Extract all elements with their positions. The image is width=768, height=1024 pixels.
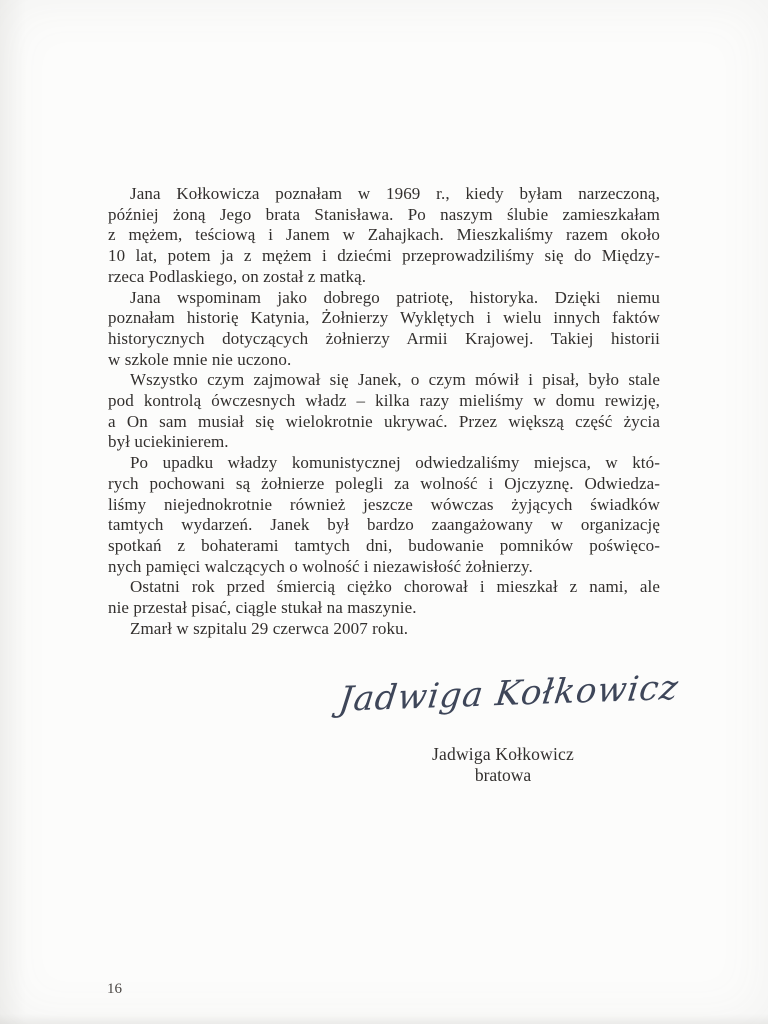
paragraph-2: [108, 288, 660, 371]
paragraph-3: [108, 370, 660, 453]
text-line: z mężem, teściową i Janem w Zahajkach. Mieszkaliśmy razem około: [108, 225, 660, 245]
text-line: a On sam musiał się wielokrotnie ukrywać. Przez większą część życia: [108, 411, 660, 431]
paragraph-4: [108, 453, 660, 577]
text-line: pod kontrolą ówczesnych władz – kilka razy mieliśmy w domu rewizję,: [108, 391, 660, 411]
text-line: liśmy niejednokrotnie również jeszcze wówczas żyjących świadków: [108, 494, 660, 514]
text-line: rzeca Podlaskiego, on został z matką.: [108, 266, 367, 286]
text-line: Jana wspominam jako dobrego patriotę, historyka. Dzięki niemu: [130, 287, 660, 307]
page-number: 16: [107, 981, 122, 997]
paragraph-5: [108, 577, 660, 618]
text-line: był uciekinierem.: [108, 432, 229, 452]
text-line: Wszystko czym zajmował się Janek, o czym mówił i pisał, było stale: [130, 370, 660, 390]
text-line: rych pochowani są żołnierze polegli za wolność i Ojczyznę. Odwiedza-: [108, 473, 660, 493]
paragraph-1: [108, 184, 660, 288]
text-line: później żoną Jego brata Stanisława. Po naszym ślubie zamieszkałam: [108, 204, 660, 224]
text-line: poznałam historię Katynia, Żołnierzy Wyklętych i wielu innych faktów: [108, 308, 660, 328]
paragraph-6: [108, 619, 660, 640]
text-line: Po upadku władzy komunistycznej odwiedzaliśmy miejsca, w któ-: [130, 453, 660, 473]
text-line: spotkań z bohaterami tamtych dni, budowanie pomników poświęco-: [108, 535, 660, 555]
text-line: nych pamięci walczących o wolność i niezawisłość żołnierzy.: [108, 556, 533, 576]
signature-printed-name: Jadwiga Kołkowicz: [432, 744, 574, 764]
text-line: w szkole mnie nie uczono.: [108, 349, 292, 369]
text-line: historycznych dotyczących żołnierzy Armii Krajowej. Takiej historii: [108, 328, 660, 348]
text-line: nie przestał pisać, ciągle stukał na maszynie.: [108, 598, 417, 618]
handwritten-signature: Jadwiga Kołkowicz: [336, 667, 681, 720]
text-line: Ostatni rok przed śmiercią ciężko chorował i mieszkał z nami, ale: [130, 577, 660, 597]
signature-role: bratowa: [474, 765, 532, 785]
text-line: 10 lat, potem ja z mężem i dziećmi przeprowadziliśmy się do Między-: [108, 246, 660, 266]
signature-block: [336, 662, 681, 786]
text-line: Jana Kołkowicza poznałam w 1969 r., kiedy byłam narzeczoną,: [130, 184, 660, 203]
text-line: tamtych wydarzeń. Janek był bardzo zaangażowany w organizację: [108, 515, 660, 535]
text-line: Zmarł w szpitalu 29 czerwca 2007 roku.: [130, 618, 409, 638]
body-text: [108, 184, 660, 639]
